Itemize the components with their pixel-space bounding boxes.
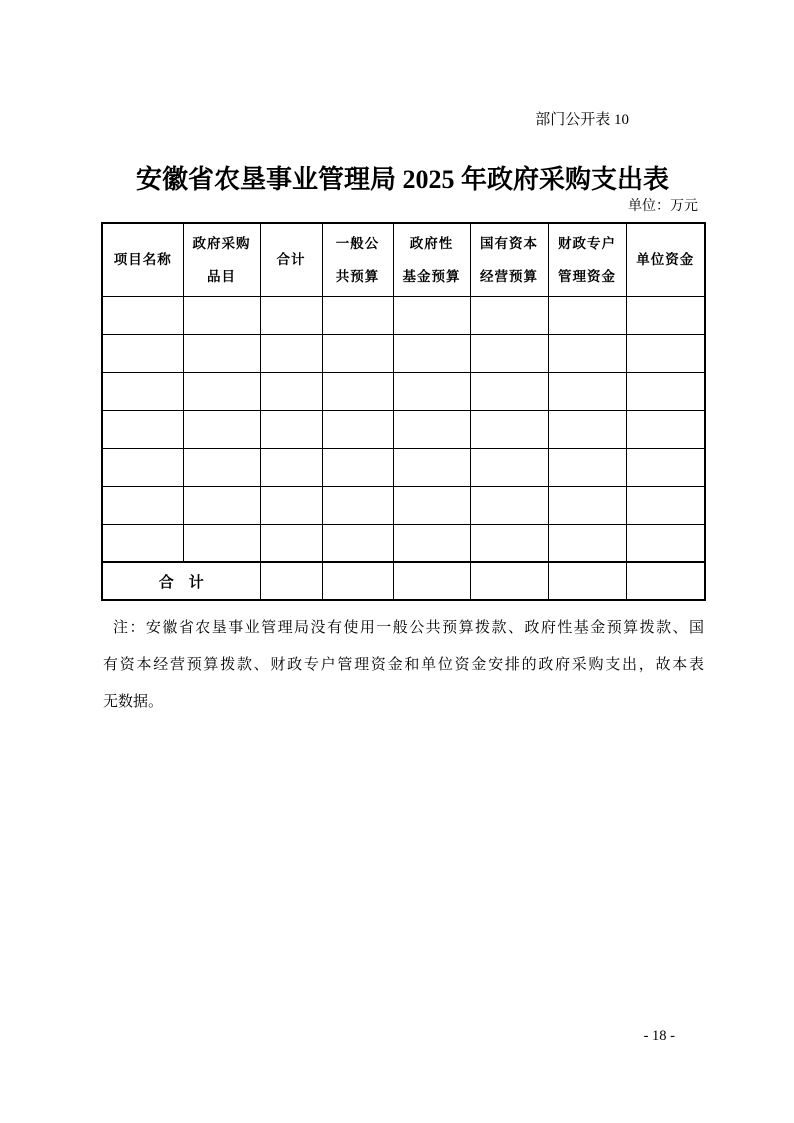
empty-cell xyxy=(183,448,260,486)
empty-cell xyxy=(548,334,626,372)
empty-cell xyxy=(322,372,393,410)
note-line-3: 无数据。 xyxy=(103,694,164,710)
empty-cell xyxy=(626,372,705,410)
col-header-line: 单位资金 xyxy=(636,252,695,268)
empty-cell xyxy=(626,486,705,524)
col-header-procurement-item xyxy=(183,223,260,296)
empty-cell xyxy=(260,448,322,486)
total-cell xyxy=(260,562,322,600)
empty-cell xyxy=(322,334,393,372)
col-header-line: 项目名称 xyxy=(113,252,172,268)
empty-cell xyxy=(322,296,393,334)
empty-cell xyxy=(322,486,393,524)
col-header-unit-funds xyxy=(626,223,705,296)
col-header-line: 一般公 xyxy=(335,235,380,251)
empty-cell xyxy=(183,524,260,562)
empty-cell xyxy=(322,410,393,448)
procurement-table xyxy=(101,222,706,601)
table-row xyxy=(102,410,705,448)
empty-cell xyxy=(470,334,548,372)
empty-cell xyxy=(102,486,183,524)
doc-label: 部门公开表 10 xyxy=(535,112,629,128)
empty-cell xyxy=(260,296,322,334)
empty-cell xyxy=(102,372,183,410)
col-header-general-public-budget xyxy=(322,223,393,296)
table-body xyxy=(102,296,705,600)
empty-cell xyxy=(393,524,470,562)
empty-cell xyxy=(470,486,548,524)
col-header-line: 管理资金 xyxy=(558,268,616,284)
table-row xyxy=(102,296,705,334)
empty-cell xyxy=(393,486,470,524)
empty-cell xyxy=(102,524,183,562)
empty-cell xyxy=(183,410,260,448)
empty-cell xyxy=(393,448,470,486)
table-row xyxy=(102,334,705,372)
table-row xyxy=(102,448,705,486)
col-header-line: 品目 xyxy=(207,268,236,284)
empty-cell xyxy=(548,296,626,334)
empty-cell xyxy=(260,372,322,410)
total-cell xyxy=(626,562,705,600)
empty-cell xyxy=(260,334,322,372)
table-row xyxy=(102,524,705,562)
total-row-label: 合 计 xyxy=(102,562,260,600)
total-cell xyxy=(470,562,548,600)
empty-cell xyxy=(548,410,626,448)
col-header-state-capital-budget xyxy=(470,223,548,296)
empty-cell xyxy=(102,410,183,448)
col-header-line: 基金预算 xyxy=(402,268,461,284)
empty-cell xyxy=(322,524,393,562)
empty-cell xyxy=(626,296,705,334)
empty-cell xyxy=(183,334,260,372)
empty-cell xyxy=(393,372,470,410)
empty-cell xyxy=(393,410,470,448)
empty-cell xyxy=(183,486,260,524)
empty-cell xyxy=(548,372,626,410)
empty-cell xyxy=(626,448,705,486)
unit-label: 单位：万元 xyxy=(628,199,698,214)
empty-cell xyxy=(470,372,548,410)
page-number: - 18 - xyxy=(643,1028,675,1044)
empty-cell xyxy=(548,486,626,524)
total-cell xyxy=(393,562,470,600)
empty-cell xyxy=(260,486,322,524)
col-header-line: 共预算 xyxy=(335,268,380,284)
empty-cell xyxy=(626,334,705,372)
note xyxy=(103,610,704,721)
empty-cell xyxy=(470,524,548,562)
empty-cell xyxy=(102,296,183,334)
total-cell xyxy=(322,562,393,600)
empty-cell xyxy=(470,448,548,486)
empty-cell xyxy=(393,334,470,372)
empty-cell xyxy=(102,334,183,372)
col-header-line: 政府性 xyxy=(409,235,454,251)
col-header-line: 经营预算 xyxy=(480,268,538,284)
empty-cell xyxy=(393,296,470,334)
empty-cell xyxy=(470,410,548,448)
empty-cell xyxy=(548,448,626,486)
empty-cell xyxy=(626,410,705,448)
col-header-line: 国有资本 xyxy=(480,235,538,251)
empty-cell xyxy=(322,448,393,486)
table-row xyxy=(102,372,705,410)
total-cell xyxy=(548,562,626,600)
col-header-fiscal-special-account xyxy=(548,223,626,296)
empty-cell xyxy=(470,296,548,334)
table-row xyxy=(102,486,705,524)
col-header-line: 财政专户 xyxy=(558,235,616,251)
table-header xyxy=(102,223,705,296)
empty-cell xyxy=(626,524,705,562)
empty-cell xyxy=(102,448,183,486)
note-line-2: 有资本经营预算拨款、财政专户管理资金和单位资金安排的政府采购支出，故本表 xyxy=(103,657,704,673)
total-row xyxy=(102,562,705,600)
col-header-line: 合计 xyxy=(276,252,306,268)
page-title: 安徽省农垦事业管理局 2025 年政府采购支出表 xyxy=(135,165,669,194)
empty-cell xyxy=(183,372,260,410)
empty-cell xyxy=(260,410,322,448)
header-row xyxy=(102,223,705,296)
col-header-government-fund-budget xyxy=(393,223,470,296)
empty-cell xyxy=(548,524,626,562)
empty-cell xyxy=(260,524,322,562)
col-header-line: 政府采购 xyxy=(192,235,251,251)
empty-cell xyxy=(183,296,260,334)
col-header-total xyxy=(260,223,322,296)
note-line-1: 注：安徽省农垦事业管理局没有使用一般公共预算拨款、政府性基金预算拨款、国 xyxy=(113,620,704,636)
col-header-project-name xyxy=(102,223,183,296)
